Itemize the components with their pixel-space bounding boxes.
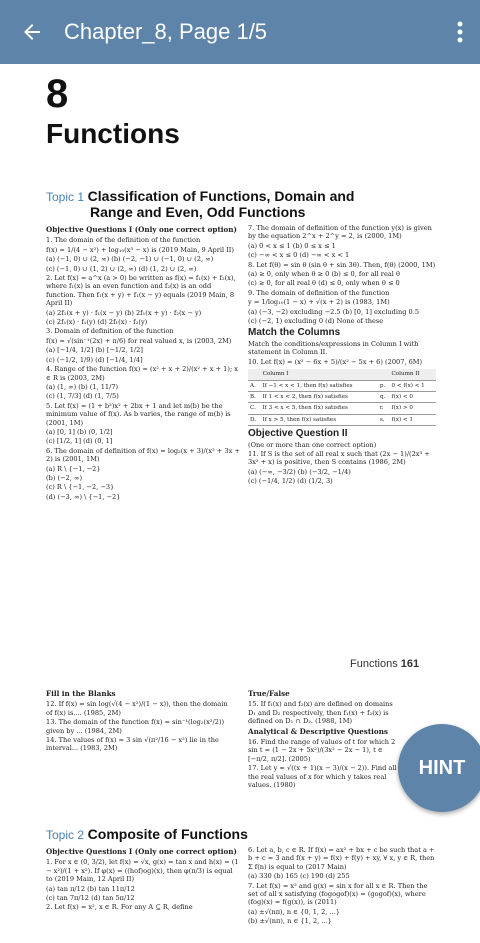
table-header: Column I	[261, 369, 378, 380]
page-number: 161	[400, 658, 420, 670]
topic-title: Composite of Functions	[87, 826, 248, 842]
table-header	[378, 369, 390, 380]
option-line: (d) (−3, ∞) \ {−1, −2}	[46, 492, 121, 501]
question-line: 5. Let f(x) = (1 + b²)x² + 2bx + 1 and let m(b) be the minimum value of f(x). As b varies, the range of m(b) is (2001, 1M)	[46, 401, 231, 427]
option-line: (a) 0 < x ≤ 1 (b) 0 ≤ x ≤ 1	[248, 241, 336, 250]
option-line: (c) (1, 7/3] (d) (1, 7/5)	[46, 392, 119, 401]
table-cell: C.	[248, 403, 261, 414]
option-line: (c) 2f₁(x) · f₁(y) (d) 2f₁(x) · f₂(y)	[46, 318, 148, 327]
question-line: 12. If f(x) = sin log(√(4 − x²)/(1 − x)), then the domain of f(x) is.... (1985, 2M)	[46, 700, 228, 717]
question-line: 1. The domain of the definition of the function	[46, 236, 201, 245]
topic-2-heading	[46, 826, 248, 842]
question-line: 16. Find the range of values of t for which 2 sin t = (1 − 2x + 5x²)/(3x² − 2x − 1), t ∈ [−π/2, π/2]. (2005)	[248, 738, 396, 763]
option-line: (a) (−1, 0) ∪ (2, ∞) (b) (−2, −1) ∪ (−1, 0) ∪ (2, ∞)	[46, 255, 214, 264]
option-line: (c) (−2, 1) excluding 0 (d) None of these	[248, 317, 384, 326]
table-cell: s.	[378, 414, 390, 425]
footer-label: Functions	[350, 658, 398, 670]
question-line: 6. The domain of definition of f(x) = log₂(x + 3)/(x² + 3x + 2) is (2001, 1M)	[46, 446, 240, 464]
more-options-button[interactable]	[440, 0, 480, 64]
topic-label: Topic 1	[46, 190, 85, 204]
option-line: (b) ±√(nπ), n ∈ {1, 2, ...}	[248, 917, 332, 926]
match-heading: Match the Columns	[248, 327, 341, 339]
option-line: (c) (−1/2, 1/9) (d) [−1/4, 1/4]	[46, 355, 143, 364]
document-page[interactable]	[0, 64, 480, 943]
arrow-left-icon	[20, 20, 44, 44]
option-line: (c) ≥ 0, for all real θ (d) ≤ 0, only when θ ≤ 0	[248, 279, 400, 288]
hint-button[interactable]: HINT	[398, 724, 480, 812]
topic-title-line1: Classification of Functions, Domain and	[87, 188, 355, 204]
topic-title-line2: Range and Even, Odd Functions	[90, 204, 306, 220]
objective-ii-heading: Objective Question II	[248, 428, 348, 440]
option-line: (c) (−1, 0) ∪ (1, 2) ∪ (2, ∞) (d) (1, 2) ∪ (2, ∞)	[46, 264, 197, 273]
topic-label: Topic 2	[46, 828, 85, 842]
table-cell: If −1 < x < 1, then f(x) satisfies	[261, 380, 378, 391]
table-header	[248, 369, 261, 380]
table-cell: f(x) < 0	[390, 391, 436, 402]
right-column-3	[248, 846, 436, 927]
section-heading: Analytical & Descriptive Questions	[248, 726, 388, 736]
table-cell: If 1 < x < 2, then f(x) satisfies	[261, 391, 378, 402]
question-line: 7. The domain of definition of the function y(x) is given by the equation 2^x + 2^y = 2, is (2000, 1M)	[248, 224, 432, 241]
table-row	[248, 380, 436, 391]
objective-ii-subheading: (One or more than one correct option)	[248, 440, 377, 449]
section-heading: Objective Questions I (Only one correct option)	[46, 847, 237, 856]
question-line: 2. Let f(x) = x², x ∈ R. For any A ⊆ R, define	[46, 903, 193, 912]
question-line: 7. Let f(x) = x² and g(x) = sin x for all x ∈ R. Then the set of all x satisfying (fogogof)(x) = (gogof)(x), where (fog)(x) = f(g(x)), is (2011)	[248, 881, 428, 907]
option-line: (a) (1, ∞) (b) (1, 11/7)	[46, 382, 119, 391]
question-line: 10. Let f(x) = (x² − 6x + 5)/(x² − 5x + 6) (2007, 6M)	[248, 357, 423, 366]
section-heading: True/False	[248, 689, 290, 698]
question-line: 14. The values of f(x) = 3 sin √(π²/16 − x²) lie in the interval... (1983, 2M)	[46, 736, 219, 753]
table-cell: If 3 < x < 5, then f(x) satisfies	[261, 403, 378, 414]
section-heading: Fill in the Blanks	[46, 689, 116, 698]
page-title: Chapter_8, Page 1/5	[64, 19, 268, 44]
table-cell: If x > 5, then f(x) satisfies	[261, 414, 378, 425]
chapter-title: Functions	[46, 118, 180, 149]
question-line: 17. Let y = √((x + 1)(x − 3)/(x − 2)). Find all the real values of x for which y takes real values. (1980)	[248, 764, 397, 790]
left-column-2	[46, 688, 236, 754]
table-cell: 0 < f(x) < 1	[390, 380, 436, 391]
topic-1-heading	[46, 188, 354, 220]
option-line: (a) [−1/4, 1/2] (b) [−1/2, 1/2]	[46, 346, 143, 355]
table-cell: f(x) > 0	[390, 403, 436, 414]
question-line: 2. Let f(x) = a^x (a > 0) be written as f(x) = f₁(x) + f₂(x), where f₁(x) is an even function and f₂(x) is an odd function. Then f₁(x + y) + f₁(x − y) equals (2019 Main, 8 April II)	[46, 274, 236, 308]
question-line: 3. Domain of definition of the function	[46, 327, 174, 336]
question-line: 6. Let a, b, c ∈ R. If f(x) = ax² + bx + c be such that a + b + c = 3 and f(x + y) = f(x) + f(y) + xy, ∀ x, y ∈ R, then Σ f(n) is equal to (2017 Main)	[248, 846, 435, 871]
option-line: (a) ≥ 0, only when θ ≥ 0 (b) ≤ 0, for all real θ	[248, 270, 400, 279]
option-line: (a) [0, 1] (b) (0, 1/2]	[46, 427, 113, 436]
question-line: 15. If f₁(x) and f₂(x) are defined on domains D₁ and D₂ respectively, then f₁(x) + f₂(x) is defined on D₁ ∩ D₂. (1988, 1M)	[248, 700, 393, 726]
option-line: (b) (−2, ∞)	[46, 473, 83, 482]
option-line: (a) 2f₁(x + y) · f₁(x − y) (b) 2f₁(x + y) · f₂(x − y)	[46, 308, 202, 317]
question-line: f(x) = 1/(4 − x²) + log₁₀(x³ − x) is (2019 Main, 9 April II)	[46, 245, 234, 254]
table-cell: D.	[248, 414, 261, 425]
question-line: y = 1/log₁₀(1 − x) + √(x + 2) is (1983, 1M)	[248, 298, 390, 307]
table-cell: p.	[378, 380, 390, 391]
option-line: (c) [1/2, 1] (d) (0, 1]	[46, 437, 113, 446]
option-line: (c) −∞ < x ≤ 0 (d) −∞ < x < 1	[248, 251, 350, 260]
question-line: 13. The domain of the function f(x) = sin⁻¹(log₂(x²/2)) given by ... (1984, 2M)	[46, 718, 225, 735]
option-line: (a) (−∞, −3/2) (b) (−3/2, −1/4)	[248, 467, 351, 476]
table-cell: r.	[378, 403, 390, 414]
question-line: 9. The domain of definition of the function	[248, 288, 390, 297]
table-header: Column II	[390, 369, 436, 380]
option-line: (a) 330 (b) 165 (c) 190 (d) 255	[248, 872, 350, 881]
section-heading: Objective Questions I (Only one correct option)	[46, 225, 237, 234]
back-button[interactable]	[0, 0, 64, 64]
left-column-3	[46, 846, 241, 913]
app-bar	[0, 0, 480, 64]
table-row	[248, 391, 436, 402]
option-line: (a) ±√(nπ), n ∈ {0, 1, 2, ...}	[248, 907, 340, 916]
right-column-1	[248, 224, 436, 487]
option-line: (c) R \ {−1, −2, −3}	[46, 483, 115, 492]
table-cell: B.	[248, 391, 261, 402]
question-line: 11. If S is the set of all real x such that (2x − 1)/(2x³ + 3x² + x) is positive, then S contains (1986, 2M)	[248, 449, 430, 467]
question-line: 4. Range of the function f(x) = (x² + x + 2)/(x² + x + 1); x ∈ R is (2003, 2M)	[46, 365, 238, 382]
option-line: (a) tan π/12 (b) tan 11π/12	[46, 884, 135, 893]
table-cell: f(x) < 1	[390, 414, 436, 425]
match-table	[248, 369, 436, 426]
chapter-number: 8	[46, 72, 69, 116]
right-column-2	[248, 688, 398, 790]
option-line: (a) (−3, −2) excluding −2.5 (b) [0, 1] excluding 0.5	[248, 307, 420, 316]
option-line: (c) tan 7π/12 (d) tan 5π/12	[46, 894, 135, 903]
page-footer	[350, 658, 419, 670]
option-line: (c) (−1/4, 1/2) (d) (1/2, 3)	[248, 477, 333, 486]
question-line: f(x) = √(sin⁻¹(2x) + π/6) for real valued x, is (2003, 2M)	[46, 336, 232, 345]
table-cell: A.	[248, 380, 261, 391]
table-cell: q.	[378, 391, 390, 402]
table-row	[248, 414, 436, 425]
question-line: 1. For x ∈ (0, 3/2), let f(x) = √x, g(x) = tan x and h(x) = (1 − x²)/(1 + x²). If φ(x) = ((hof)og)(x), then φ(π/3) is equal to (2019 Main, 12 April II)	[46, 858, 239, 884]
question-line: 8. Let f(θ) = sin θ (sin θ + sin 3θ). Then, f(θ) (2000, 1M)	[248, 260, 436, 269]
option-line: (a) R \ {−1, −2}	[46, 464, 101, 473]
left-column-1	[46, 224, 241, 502]
match-instructions: Match the conditions/expressions in Column I with statement in Column II.	[248, 339, 419, 357]
table-row	[248, 403, 436, 414]
more-vertical-icon	[457, 21, 463, 43]
